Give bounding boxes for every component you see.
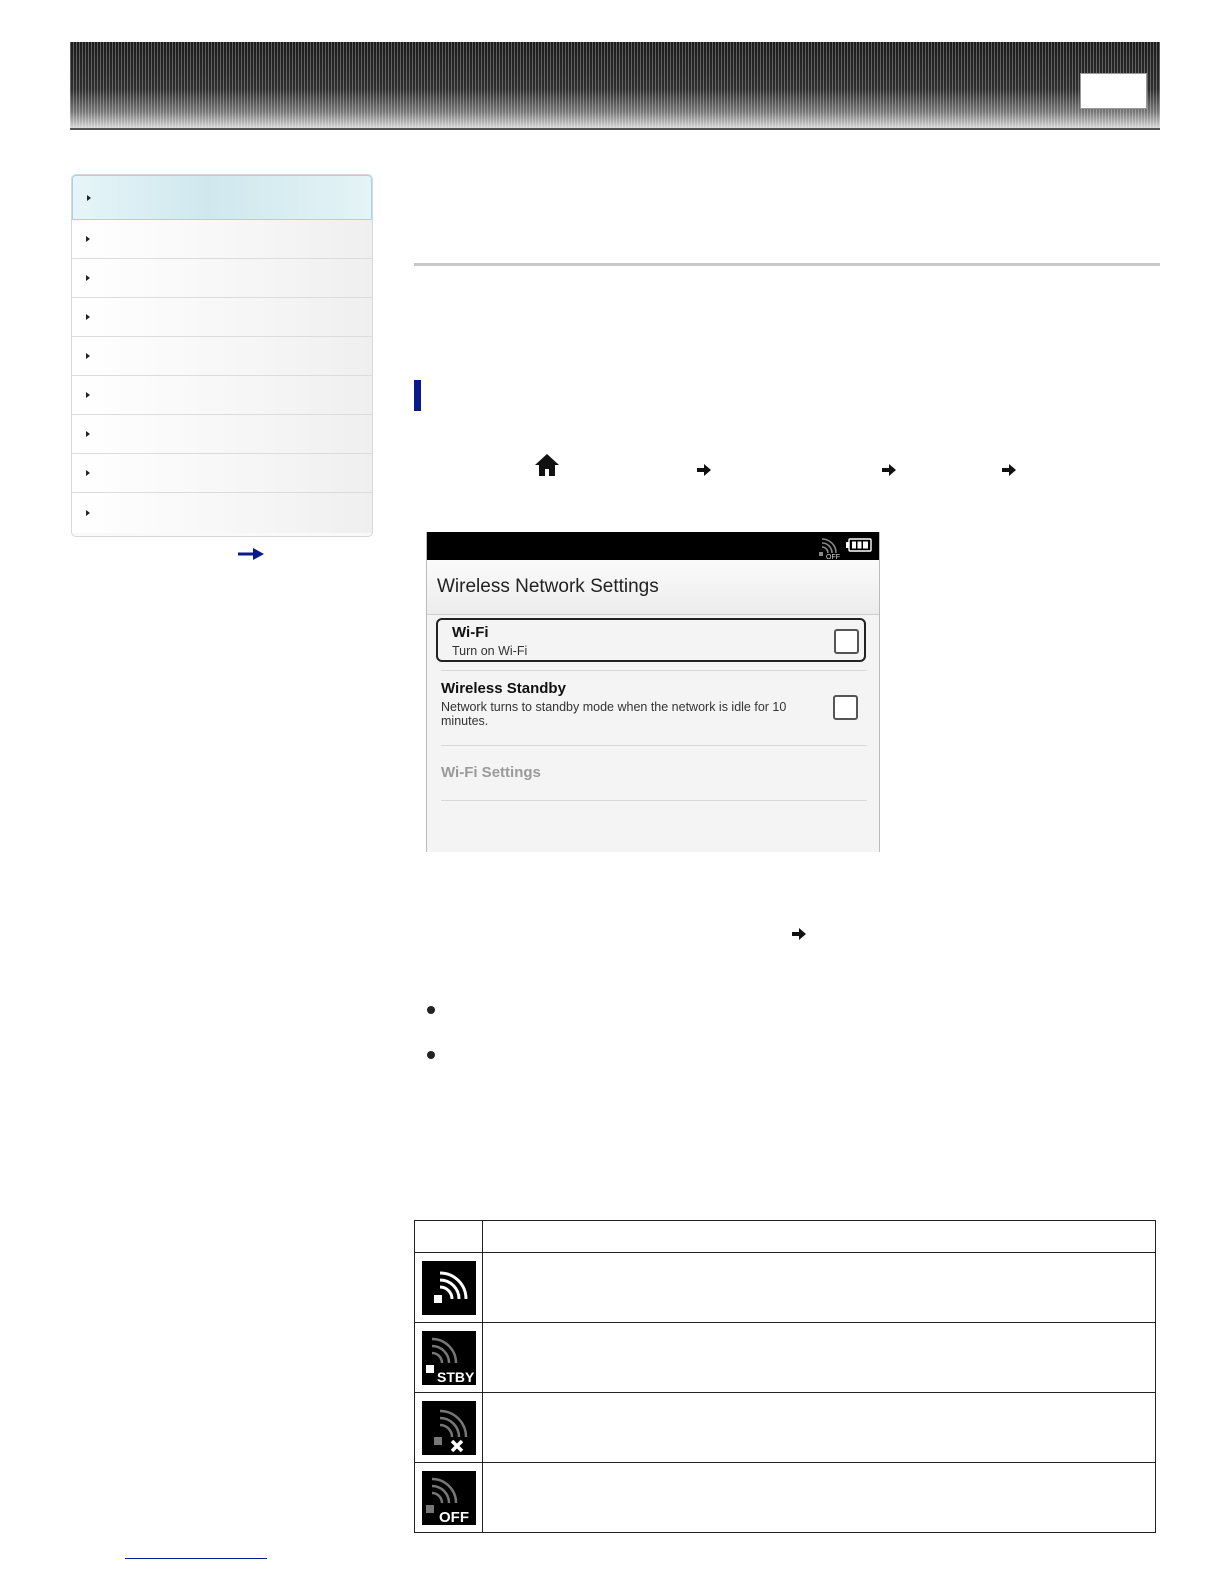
header-divider bbox=[70, 128, 1160, 130]
arrow-right-icon[interactable] bbox=[238, 548, 264, 560]
wifi-row-subtitle: Turn on Wi-Fi bbox=[452, 644, 528, 658]
wifi-checkbox[interactable] bbox=[834, 629, 859, 654]
bullet-point bbox=[427, 1051, 435, 1059]
standby-row-title: Wireless Standby bbox=[441, 680, 566, 697]
table-row bbox=[415, 1323, 1156, 1393]
table-header-cell bbox=[415, 1221, 483, 1253]
chevron-right-icon bbox=[86, 392, 90, 398]
wifi-settings-title: Wi-Fi Settings bbox=[441, 764, 541, 781]
chevron-right-icon bbox=[86, 275, 90, 281]
bullet-point bbox=[427, 1006, 435, 1014]
sidebar-item-8[interactable] bbox=[72, 454, 372, 493]
arrow-right-icon bbox=[792, 928, 806, 940]
standby-row-subtitle: Network turns to standby mode when the network is idle for 10 minutes. bbox=[441, 700, 787, 728]
arrow-right-icon bbox=[697, 464, 711, 476]
wireless-standby-row[interactable] bbox=[441, 680, 867, 728]
device-row-divider bbox=[441, 670, 867, 671]
wifi-off-icon bbox=[819, 535, 843, 559]
sidebar-item-2[interactable] bbox=[72, 220, 372, 259]
wifi-row-title: Wi-Fi bbox=[452, 624, 489, 641]
wifi-disconnected-icon bbox=[422, 1401, 476, 1455]
chevron-right-icon bbox=[86, 236, 90, 242]
title-rule bbox=[414, 263, 1160, 266]
wifi-status-table bbox=[414, 1220, 1156, 1533]
footer-link[interactable] bbox=[125, 1558, 267, 1559]
chevron-right-icon bbox=[86, 470, 90, 476]
table-header-row bbox=[415, 1221, 1156, 1253]
device-row-divider bbox=[441, 800, 867, 801]
arrow-right-icon bbox=[882, 464, 896, 476]
chevron-right-icon bbox=[87, 195, 91, 201]
section-marker bbox=[414, 380, 421, 411]
chevron-right-icon bbox=[86, 431, 90, 437]
sidebar-nav bbox=[71, 174, 373, 537]
table-row bbox=[415, 1463, 1156, 1533]
chevron-right-icon bbox=[86, 353, 90, 359]
wifi-standby-icon bbox=[422, 1331, 476, 1385]
sidebar-item-5[interactable] bbox=[72, 337, 372, 376]
svg-text:STBY: STBY bbox=[436, 1368, 474, 1385]
sidebar-item-4[interactable] bbox=[72, 298, 372, 337]
table-row bbox=[415, 1393, 1156, 1463]
chevron-right-icon bbox=[86, 510, 90, 516]
sidebar-item-6[interactable] bbox=[72, 376, 372, 415]
device-screen-title: Wireless Network Settings bbox=[427, 560, 879, 615]
wifi-off-icon bbox=[422, 1471, 476, 1525]
table-row bbox=[415, 1253, 1156, 1323]
wifi-connected-icon bbox=[422, 1261, 476, 1315]
sidebar-item-7[interactable] bbox=[72, 415, 372, 454]
table-header-cell bbox=[483, 1221, 1156, 1253]
device-screenshot bbox=[426, 532, 880, 852]
svg-text:OFF: OFF bbox=[826, 554, 840, 559]
device-row-divider bbox=[441, 745, 867, 746]
header-button[interactable] bbox=[1080, 73, 1147, 109]
sidebar-item-3[interactable] bbox=[72, 259, 372, 298]
arrow-right-icon bbox=[1002, 464, 1016, 476]
home-icon bbox=[534, 452, 560, 478]
device-status-bar bbox=[427, 532, 879, 560]
wifi-settings-row[interactable] bbox=[441, 764, 867, 781]
wifi-toggle-row[interactable] bbox=[436, 618, 866, 662]
chevron-right-icon bbox=[86, 314, 90, 320]
battery-icon bbox=[846, 538, 872, 552]
header-banner bbox=[70, 42, 1160, 128]
sidebar-item-1[interactable] bbox=[72, 175, 372, 220]
standby-checkbox[interactable] bbox=[833, 695, 858, 720]
sidebar-item-9[interactable] bbox=[72, 493, 372, 533]
svg-text:OFF: OFF bbox=[438, 1508, 469, 1525]
